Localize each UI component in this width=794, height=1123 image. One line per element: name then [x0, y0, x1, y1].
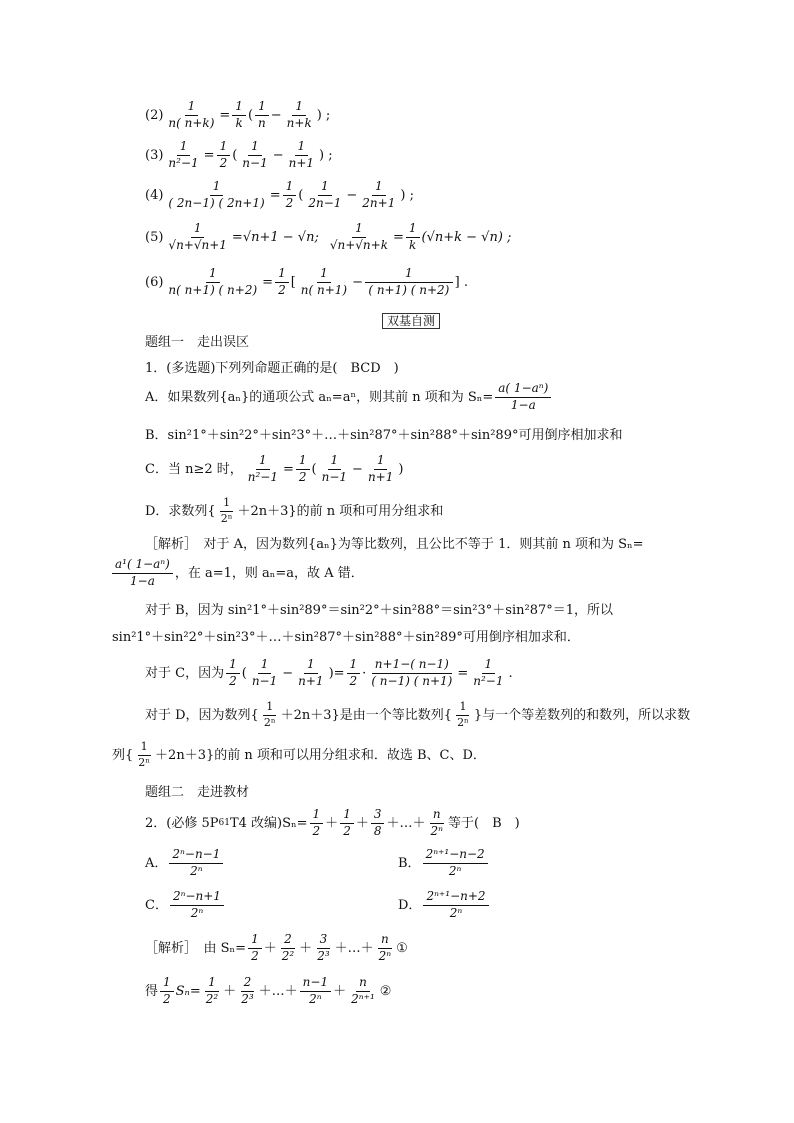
fraction: $\frac{1}{n+k}$ — [286, 99, 312, 130]
fraction: $\frac{1}{2n+1}$ — [362, 179, 396, 210]
formula-tag: (4) — [145, 187, 164, 203]
fraction: $\frac{1}{k}$ — [406, 222, 420, 253]
fraction: $\frac{1}{\text{2ⁿ}}$ — [138, 740, 151, 769]
section-badge: 双基自测 — [382, 313, 440, 329]
question-1-option-d: D．求数列{ $\frac{1}{\text{2ⁿ}}$ ＋2n＋3}的前 n 项和可用分组求和 — [145, 496, 444, 525]
fraction: $\frac{1}{2}$ — [340, 808, 354, 839]
fraction: $\frac{1}{2}$ — [296, 454, 310, 485]
analysis-1-line-7: 列{ $\frac{1}{\text{2ⁿ}}$ ＋2n＋3}的前 n 项和可以用分组求和．故选 B、C、D． — [112, 740, 486, 769]
analysis-2-line-2: 得 $\frac{1}{2}$ Sₙ= $\frac{1}{\text{2²}}$ ＋ $\frac{2}{\text{2³}}$ ＋…＋ $\frac{n-1}{\text{2ⁿ}}$ ＋ $\frac{n}{\text{2ⁿ⁺¹}}$ ② — [145, 975, 392, 1006]
fraction: $\frac{\text{2ⁿ−n+1}}{\text{2ⁿ}}$ — [170, 890, 224, 921]
question-1-option-a: A．如果数列{aₙ}的通项公式 aₙ=aⁿ，则其前 n 项和为 Sₙ= $\frac{\text{a( 1−aⁿ)}}{1-a}$ — [145, 382, 553, 413]
formula-4: (4) $\frac{1}{( 2n-1) ( 2n+1)}$ = $\frac{1}{2}$ ( $\frac{1}{2n-1}$ − $\frac{1}{2n+1}$ ) ; — [145, 179, 414, 210]
fraction: $\frac{1}{n+1}$ — [367, 453, 394, 484]
formula-tag: (5) — [145, 229, 164, 245]
fraction: $\frac{1}{√n+√n+1}$ — [168, 221, 227, 252]
formula-2: (2) $\frac{1}{n( n+k)}$ = $\frac{1}{k}$ ( $\frac{1}{n}$ − $\frac{1}{n+k}$ ) ; — [145, 99, 331, 130]
fraction: $\frac{1}{n( n+k)}$ — [168, 99, 215, 130]
fraction: $\frac{2}{\text{2²}}$ — [281, 932, 295, 963]
fraction: $\frac{1}{2n-1}$ — [308, 179, 342, 210]
fraction: $\frac{1}{\text{2ⁿ}}$ — [220, 496, 233, 525]
fraction: $\frac{n-1}{\text{2ⁿ}}$ — [300, 976, 331, 1007]
fraction: $\frac{1}{\text{n²−1}}$ — [473, 657, 504, 688]
fraction: $\frac{\text{2ⁿ⁺¹−n−2}}{\text{2ⁿ}}$ — [423, 848, 488, 879]
fraction: $\frac{\text{a( 1−aⁿ)}}{1-a}$ — [495, 382, 551, 413]
fraction: $\frac{1}{2}$ — [160, 976, 174, 1007]
fraction: $\frac{1}{2}$ — [226, 658, 240, 689]
fraction: $\frac{1}{\text{2ⁿ}}$ — [457, 700, 469, 729]
fraction: $\frac{1}{n-1}$ — [251, 657, 278, 688]
question-1-stem: 1．(多选题)下列列命题正确的是( BCD ) — [145, 361, 399, 376]
fraction: $\frac{1}{n-1}$ — [321, 453, 348, 484]
question-2-option-c: C． $\frac{\text{2ⁿ−n+1}}{\text{2ⁿ}}$ — [145, 890, 226, 921]
fraction: $\frac{1}{n( n+1) ( n+2)}$ — [168, 266, 258, 297]
fraction: $\frac{\text{2ⁿ⁺¹−n+2}}{\text{2ⁿ}}$ — [423, 890, 488, 921]
fraction: $\frac{1}{2}$ — [310, 808, 324, 839]
fraction: $\frac{1}{2}$ — [275, 267, 289, 298]
question-1-option-c: C．当 n≥2 时， $\frac{1}{\text{n²−1}}$ = $\frac{1}{2}$ ( $\frac{1}{n-1}$ − $\frac{1}{n+1}$ ) — [145, 453, 404, 484]
fraction: $\frac{2}{\text{2³}}$ — [241, 975, 254, 1006]
question-2-option-a: A． $\frac{\text{2ⁿ−n−1}}{\text{2ⁿ}}$ — [145, 848, 225, 879]
analysis-1-line-1: ［解析］ 对于 A，因为数列{aₙ}为等比数列，且公比不等于 1．则其前 n 项和为 Sₙ= — [145, 537, 644, 552]
formula-5: (5) $\frac{1}{√n+√n+1}$ =√n+1 − √n; $\frac{1}{√n+√n+k}$ = $\frac{1}{k}$ (√n+k − √n) ; — [145, 221, 512, 252]
group2-title: 题组二 走进教材 — [145, 785, 250, 800]
fraction: $\frac{1}{n}$ — [255, 100, 269, 131]
analysis-1-line-2: $\frac{\text{a¹( 1−aⁿ)}}{1-a}$ ，在 a=1，则 aₙ=a，故 A 错． — [110, 558, 364, 589]
fraction: $\frac{1}{2}$ — [217, 140, 231, 171]
analysis-1-line-6: 对于 D，因为数列{ $\frac{1}{\text{2ⁿ}}$ ＋2n＋3}是由一个等比数列{ $\frac{1}{\text{2ⁿ}}$ }与一个等差数列的和数列，所以求数 — [145, 700, 691, 729]
analysis-1-line-3: 对于 B，因为 sin²1°＋sin²89°＝sin²2°＋sin²88°＝sin²3°＋sin²87°＝1，所以 — [145, 603, 614, 618]
formula-tag: (6) — [145, 274, 164, 290]
formula-tag: (3) — [145, 147, 164, 163]
fraction: $\frac{1}{n+1}$ — [288, 139, 315, 170]
fraction: $\frac{n+1-( n-1)}{( n-1) ( n+1)}$ — [371, 657, 453, 688]
fraction: $\frac{\text{a¹( 1−aⁿ)}}{1-a}$ — [112, 558, 173, 589]
fraction: $\frac{1}{\text{2²}}$ — [205, 975, 219, 1006]
fraction: $\frac{3}{\text{2³}}$ — [317, 932, 330, 963]
fraction: $\frac{1}{2}$ — [248, 933, 262, 964]
fraction: $\frac{1}{2}$ — [347, 658, 361, 689]
analysis-1-line-4: sin²1°＋sin²2°＋sin²3°＋…＋sin²87°＋sin²88°＋sin²89°可用倒序相加求和． — [112, 630, 580, 645]
question-2-option-d: D． $\frac{\text{2ⁿ⁺¹−n+2}}{\text{2ⁿ}}$ — [398, 890, 491, 921]
fraction: $\frac{1}{n+1}$ — [298, 657, 324, 688]
fraction: $\frac{n}{\text{2ⁿ⁺¹}}$ — [351, 975, 375, 1006]
question-1-option-b: B．sin²1°＋sin²2°＋sin²3°＋…＋sin²87°＋sin²88°＋sin²89°可用倒序相加求和 — [145, 428, 623, 443]
group1-title: 题组一 走出误区 — [145, 335, 250, 350]
fraction: $\frac{1}{( n+1) ( n+2)}$ — [365, 267, 453, 298]
fraction: $\frac{\text{2ⁿ−n−1}}{\text{2ⁿ}}$ — [169, 848, 223, 879]
fraction: $\frac{3}{8}$ — [371, 808, 385, 839]
analysis-1-line-5: 对于 C，因为 $\frac{1}{2}$ ( $\frac{1}{n-1}$ − $\frac{1}{n+1}$ )= $\frac{1}{2}$ · $\frac{n+1-( n-1)}{( n-1) ( n+1)}$ = $\frac{1}{\text{n²−1}}$ . — [145, 657, 513, 688]
fraction: $\frac{n}{\text{2ⁿ}}$ — [430, 807, 443, 838]
analysis-2-line-1: ［解析］ 由 Sₙ= $\frac{1}{2}$ ＋ $\frac{2}{\text{2²}}$ ＋ $\frac{3}{\text{2³}}$ ＋…＋ $\frac{n}{\text{2ⁿ}}$ ① — [145, 932, 408, 963]
formula-6: (6) $\frac{1}{n( n+1) ( n+2)}$ = $\frac{1}{2}$ [ $\frac{1}{n( n+1)}$ − $\frac{1}{( n+1) ( n+2)}$ ] . — [145, 266, 468, 297]
fraction: $\frac{1}{√n+√n+k}$ — [329, 221, 388, 252]
fraction: $\frac{1}{k}$ — [232, 100, 246, 131]
question-2-option-b: B． $\frac{\text{2ⁿ⁺¹−n−2}}{\text{2ⁿ}}$ — [398, 848, 490, 879]
fraction: $\frac{1}{\text{2ⁿ}}$ — [263, 700, 276, 729]
fraction: $\frac{1}{\text{n²−1}}$ — [247, 453, 278, 484]
fraction: $\frac{n}{\text{2ⁿ}}$ — [378, 932, 392, 963]
fraction: $\frac{1}{n( n+1)}$ — [300, 266, 348, 297]
formula-tag: (2) — [145, 107, 164, 123]
fraction: $\frac{1}{n-1}$ — [242, 139, 268, 170]
fraction: $\frac{1}{\text{n²−1}}$ — [168, 139, 199, 170]
formula-3: (3) $\frac{1}{\text{n²−1}}$ = $\frac{1}{2}$ ( $\frac{1}{n-1}$ − $\frac{1}{n+1}$ ) ; — [145, 139, 333, 170]
fraction: $\frac{1}{( 2n-1) ( 2n+1)}$ — [168, 179, 265, 210]
question-2-stem: 2．(必修 5P 61 T4 改编)Sₙ= $\frac{1}{2}$ ＋ $\frac{1}{2}$ ＋ $\frac{3}{8}$ ＋…＋ $\frac{n}{\text{2ⁿ}}$ 等于( B ) — [145, 807, 520, 838]
fraction: $\frac{1}{2}$ — [283, 180, 297, 211]
